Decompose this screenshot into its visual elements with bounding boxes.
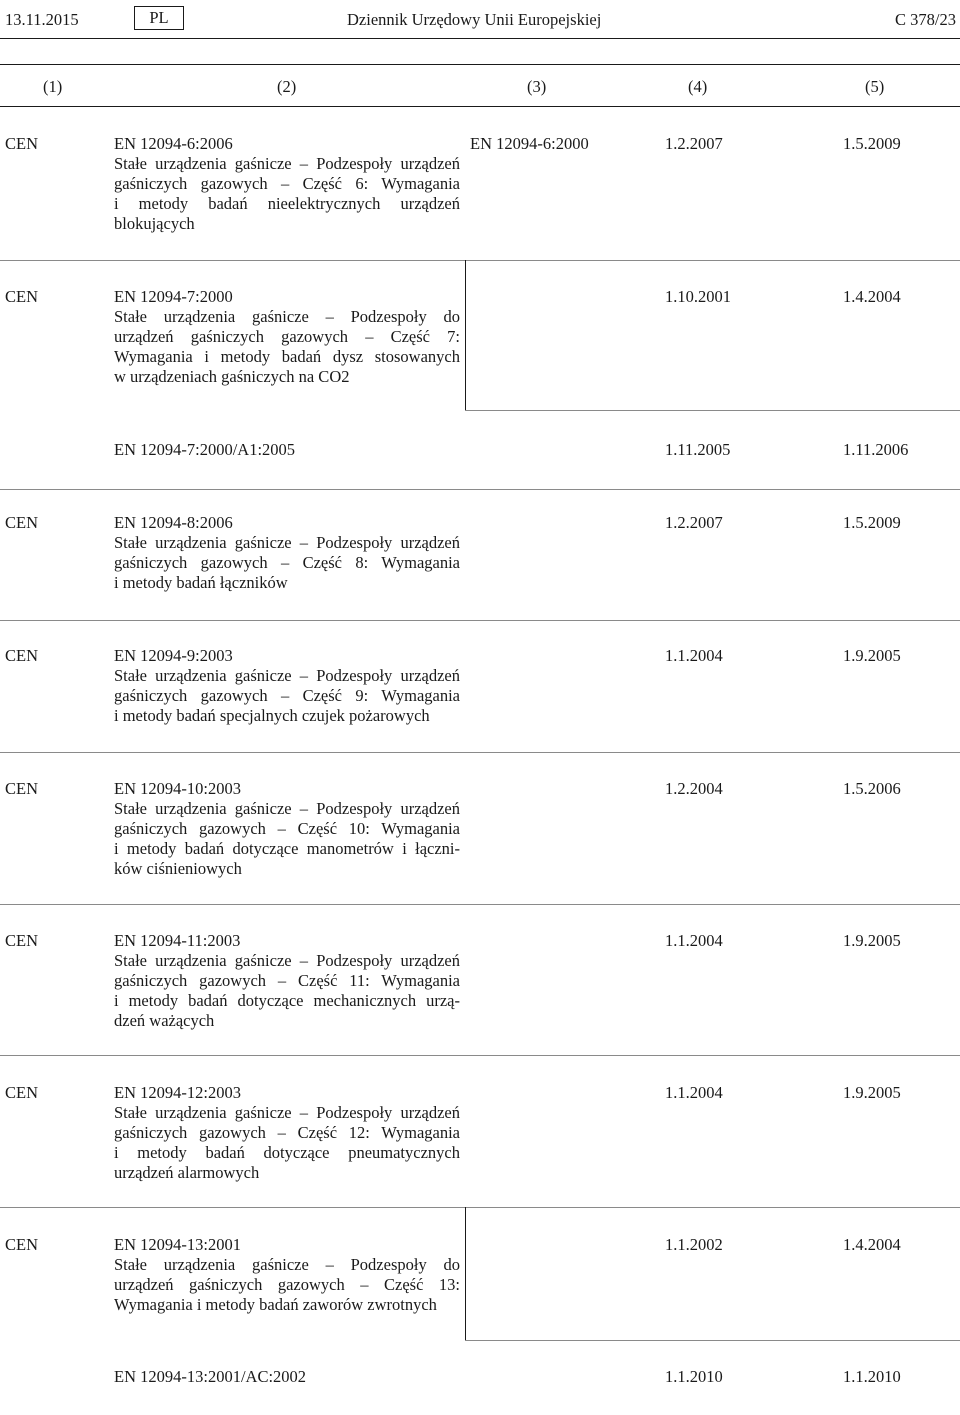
standard-title-line: i metody badań dotyczące pneumatycznych — [114, 1143, 460, 1162]
standard-title-line: urządzeń alarmowych — [114, 1163, 260, 1182]
cessation-date-cell: 1.1.2010 — [665, 1367, 723, 1386]
cessation-date-cell: 1.1.2004 — [665, 646, 723, 665]
cessation-date-cell: 1.1.2004 — [665, 931, 723, 950]
end-date-cell: 1.9.2005 — [843, 646, 901, 665]
cessation-date-cell: 1.1.2004 — [665, 1083, 723, 1102]
end-date-cell: 1.5.2006 — [843, 779, 901, 798]
standard-title-line: i metody badań łączników — [114, 573, 288, 592]
standard-reference: EN 12094-12:2003 — [114, 1083, 241, 1102]
end-date-cell: 1.9.2005 — [843, 931, 901, 950]
end-date-cell: 1.4.2004 — [843, 1235, 901, 1254]
row-separator — [0, 1207, 960, 1208]
standard-reference: EN 12094-6:2006 — [114, 134, 233, 153]
standard-title-line: Stałe urządzenia gaśnicze – Podzespoły urządzeń — [114, 533, 460, 552]
standard-title-line: dzeń ważących — [114, 1011, 215, 1030]
standard-title-line: blokujących — [114, 214, 195, 233]
row-separator — [465, 410, 960, 411]
standard-cell — [114, 779, 460, 879]
standard-reference: EN 12094-8:2006 — [114, 513, 233, 532]
row-separator — [0, 489, 960, 490]
standard-cell — [114, 513, 460, 593]
row-separator — [0, 620, 960, 621]
standard-cell — [114, 134, 460, 234]
standard-title-line: i metody badań dotyczące manometrów i łączni- — [114, 839, 460, 858]
org-cell: CEN — [5, 779, 38, 798]
column-divider — [465, 1207, 466, 1340]
end-date-cell: 1.5.2009 — [843, 134, 901, 153]
standard-title-line: Stałe urządzenia gaśnicze – Podzespoły urządzeń — [114, 951, 460, 970]
superseded-standard-cell: EN 12094-6:2000 — [470, 134, 589, 153]
end-date-cell: 1.4.2004 — [843, 287, 901, 306]
standard-cell — [114, 1235, 460, 1315]
standard-reference: EN 12094-13:2001/AC:2002 — [114, 1367, 307, 1386]
standard-cell — [114, 287, 460, 387]
standard-reference: EN 12094-7:2000/A1:2005 — [114, 440, 296, 459]
standard-title-line: Stałe urządzenia gaśnicze – Podzespoły urządzeń — [114, 666, 460, 685]
standard-title-line: gaśniczych gazowych – Część 6: Wymagania — [114, 174, 460, 193]
column-number-5: (5) — [865, 77, 885, 96]
language-badge: PL — [134, 6, 184, 30]
standard-title-line: urządzeń gaśniczych gazowych – Część 13: — [114, 1275, 460, 1294]
standard-title-line: gaśniczych gazowych – Część 11: Wymagania — [114, 971, 460, 990]
column-number-1: (1) — [43, 77, 63, 96]
table-top-rule — [0, 64, 960, 65]
standard-cell — [114, 931, 460, 1031]
cessation-date-cell: 1.1.2002 — [665, 1235, 723, 1254]
org-cell: CEN — [5, 646, 38, 665]
standard-title-line: Stałe urządzenia gaśnicze – Podzespoły urządzeń — [114, 1103, 460, 1122]
standard-title-line: i metody badań dotyczące mechanicznych urzą- — [114, 991, 460, 1010]
org-cell: CEN — [5, 513, 38, 532]
column-header-rule — [0, 106, 960, 107]
standard-cell — [114, 1083, 460, 1183]
row-separator — [0, 752, 960, 753]
standard-title-line: ków ciśnieniowych — [114, 859, 242, 878]
standard-title-line: Stałe urządzenia gaśnicze – Podzespoły do — [114, 1255, 460, 1274]
standard-cell — [114, 646, 460, 726]
org-cell: CEN — [5, 1083, 38, 1102]
end-date-cell: 1.5.2009 — [843, 513, 901, 532]
end-date-cell: 1.9.2005 — [843, 1083, 901, 1102]
org-cell: CEN — [5, 134, 38, 153]
standard-title-line: Stałe urządzenia gaśnicze – Podzespoły urządzeń — [114, 799, 460, 818]
standard-title-line: gaśniczych gazowych – Część 10: Wymagania — [114, 819, 460, 838]
cessation-date-cell: 1.11.2005 — [665, 440, 731, 459]
standard-title-line: gaśniczych gazowych – Część 12: Wymagania — [114, 1123, 460, 1142]
standard-title-line: i metody badań nieelektrycznych urządzeń — [114, 194, 460, 213]
org-cell: CEN — [5, 287, 38, 306]
standard-cell — [114, 1367, 460, 1387]
row-separator — [465, 1340, 960, 1341]
standard-reference: EN 12094-11:2003 — [114, 931, 241, 950]
standard-reference: EN 12094-9:2003 — [114, 646, 233, 665]
row-separator — [0, 904, 960, 905]
standard-title-line: gaśniczych gazowych – Część 9: Wymagania — [114, 686, 460, 705]
standard-title-line: Wymagania i metody badań dysz stosowanych — [114, 347, 460, 366]
column-divider — [465, 260, 466, 410]
cessation-date-cell: 1.2.2007 — [665, 513, 723, 532]
standard-cell — [114, 440, 460, 460]
standard-reference: EN 12094-13:2001 — [114, 1235, 241, 1254]
org-cell: CEN — [5, 1235, 38, 1254]
standard-title-line: urządzeń gaśniczych gazowych – Część 7: — [114, 327, 460, 346]
publication-date: 13.11.2015 — [5, 10, 79, 29]
cessation-date-cell: 1.2.2004 — [665, 779, 723, 798]
column-number-4: (4) — [688, 77, 708, 96]
end-date-cell: 1.1.2010 — [843, 1367, 901, 1386]
end-date-cell: 1.11.2006 — [843, 440, 909, 459]
org-cell: CEN — [5, 931, 38, 950]
standard-title-line: Wymagania i metody badań zaworów zwrotnych — [114, 1295, 437, 1314]
standard-title-line: w urządzeniach gaśniczych na CO2 — [114, 367, 350, 386]
cessation-date-cell: 1.10.2001 — [665, 287, 731, 306]
row-separator — [0, 1055, 960, 1056]
column-number-2: (2) — [277, 77, 297, 96]
row-separator — [0, 260, 960, 261]
standard-reference: EN 12094-10:2003 — [114, 779, 241, 798]
standard-title-line: i metody badań specjalnych czujek pożarowych — [114, 706, 430, 725]
standard-title-line: Stałe urządzenia gaśnicze – Podzespoły urządzeń — [114, 154, 460, 173]
header-rule — [0, 38, 960, 39]
standard-title-line: gaśniczych gazowych – Część 8: Wymagania — [114, 553, 460, 572]
cessation-date-cell: 1.2.2007 — [665, 134, 723, 153]
journal-title: Dziennik Urzędowy Unii Europejskiej — [347, 10, 602, 29]
page-reference: C 378/23 — [895, 10, 956, 29]
standard-title-line: Stałe urządzenia gaśnicze – Podzespoły do — [114, 307, 460, 326]
page-header — [0, 6, 960, 32]
column-number-3: (3) — [527, 77, 547, 96]
standard-reference: EN 12094-7:2000 — [114, 287, 233, 306]
